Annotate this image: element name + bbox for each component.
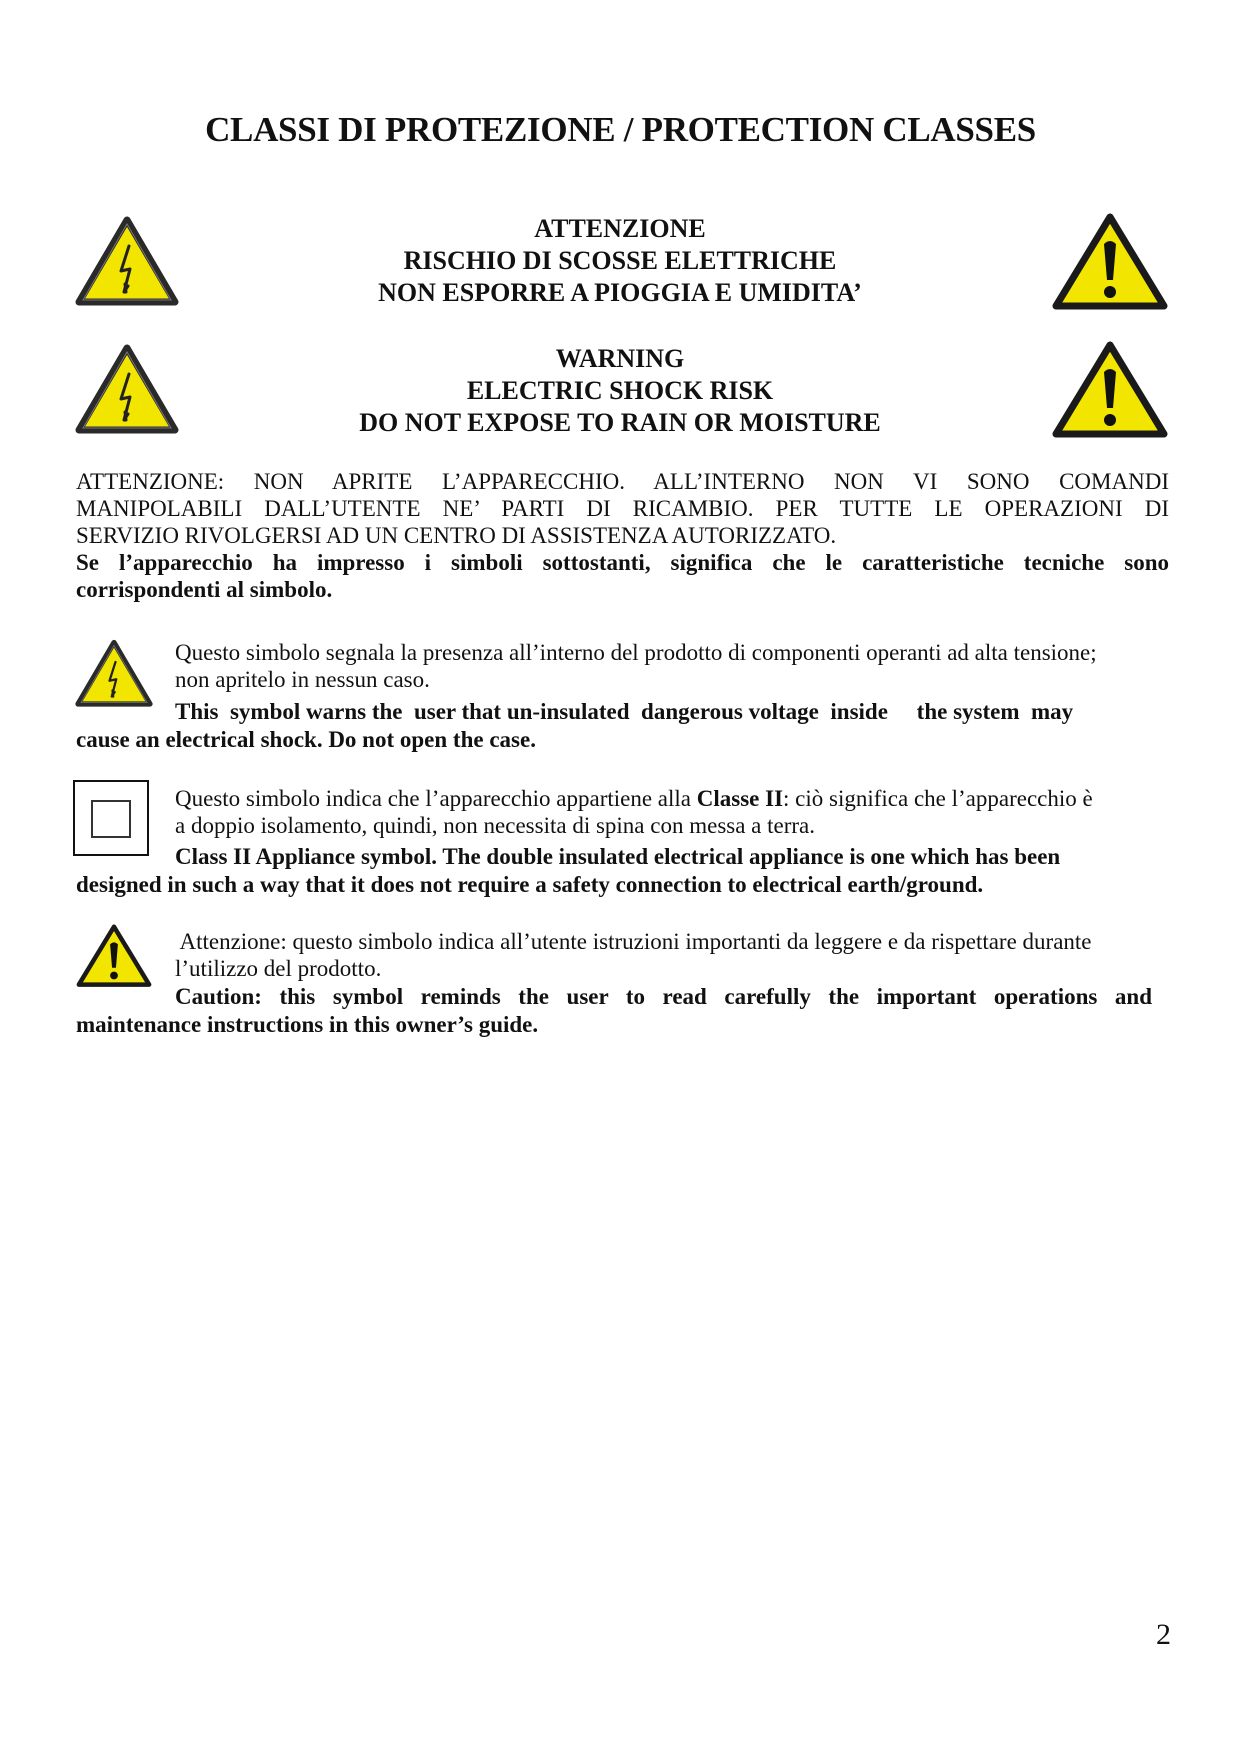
caution-english-line1: Caution: this symbol reminds the user to read carefully the important operations and [175, 984, 1152, 1009]
high-voltage-italian [175, 638, 1169, 694]
warning-english-line2: ELECTRIC SHOCK RISK [466, 376, 774, 405]
class-ii-double-square-icon [73, 780, 149, 856]
high-voltage-italian-line1: Questo simbolo segnala la presenza all’interno del prodotto di componenti operanti ad alta tensione; [175, 640, 1097, 665]
page-title: CLASSI DI PROTEZIONE / PROTECTION CLASSES [205, 110, 1036, 149]
class-ii-italian-line2: a doppio isolamento, quindi, non necessita di spina con messa a terra. [175, 813, 816, 838]
notice-bold-line2: corrispondenti al simbolo. [76, 577, 333, 602]
notice-line1: ATTENZIONE: NON APRITE L’APPARECCHIO. ALL’INTERNO NON VI SONO COMANDI [76, 469, 1169, 494]
exclamation-warning-icon [1050, 212, 1170, 312]
high-voltage-english-line2: cause an electrical shock. Do not open the case. [76, 727, 536, 752]
warning-italian-line2: RISCHIO DI SCOSSE ELETTRICHE [403, 246, 837, 275]
class-ii-italian-line1-start: Questo simbolo indica che l’apparecchio appartiene alla [175, 786, 697, 811]
class-ii-english-line1: Class II Appliance symbol. The double insulated electrical appliance is one which has been [175, 844, 1061, 869]
notice-line3: SERVIZIO RIVOLGERSI AD UN CENTRO DI ASSISTENZA AUTORIZZATO. [76, 523, 837, 548]
warning-italian-line3: NON ESPORRE A PIOGGIA E UMIDITA’ [378, 278, 862, 307]
class-ii-english-line2: designed in such a way that it does not require a safety connection to electrical earth/ground. [76, 872, 984, 897]
lightning-warning-icon [75, 344, 179, 436]
caution-italian-line1: Attenzione: questo simbolo indica all’utente istruzioni importanti da leggere e da rispettare durante [175, 929, 1092, 954]
warning-english [260, 343, 980, 439]
warning-italian-line1: ATTENZIONE [534, 214, 706, 243]
lightning-warning-icon [75, 638, 153, 710]
lightning-warning-icon [75, 216, 179, 308]
warning-english-line3: DO NOT EXPOSE TO RAIN OR MOISTURE [359, 408, 881, 437]
class-ii-italian [175, 784, 1169, 840]
exclamation-warning-icon [1050, 340, 1170, 440]
caution-english-line2: maintenance instructions in this owner’s guide. [76, 1012, 539, 1037]
notice-line2: MANIPOLABILI DALL’UTENTE NE’ PARTI DI RICAMBIO. PER TUTTE LE OPERAZIONI DI [76, 496, 1169, 521]
class-ii-label: Classe II [696, 786, 784, 811]
warning-english-line1: WARNING [555, 344, 685, 373]
notice-paragraph [76, 468, 1169, 603]
warning-italian [260, 213, 980, 309]
class-ii-italian-line1-end: : ciò significa che l’apparecchio è [783, 786, 1093, 811]
caution-italian [175, 927, 1169, 983]
high-voltage-english-line1: This symbol warns the user that un-insulated dangerous voltage inside the system may [175, 699, 1074, 724]
caution-italian-line2: l’utilizzo del prodotto. [175, 956, 382, 981]
exclamation-warning-icon [75, 920, 153, 992]
page-number: 2 [1156, 1618, 1171, 1651]
high-voltage-italian-line2: non apritelo in nessun caso. [175, 667, 430, 692]
notice-bold-line1: Se l’apparecchio ha impresso i simboli sottostanti, significa che le caratteristiche tecniche sono [76, 550, 1169, 575]
